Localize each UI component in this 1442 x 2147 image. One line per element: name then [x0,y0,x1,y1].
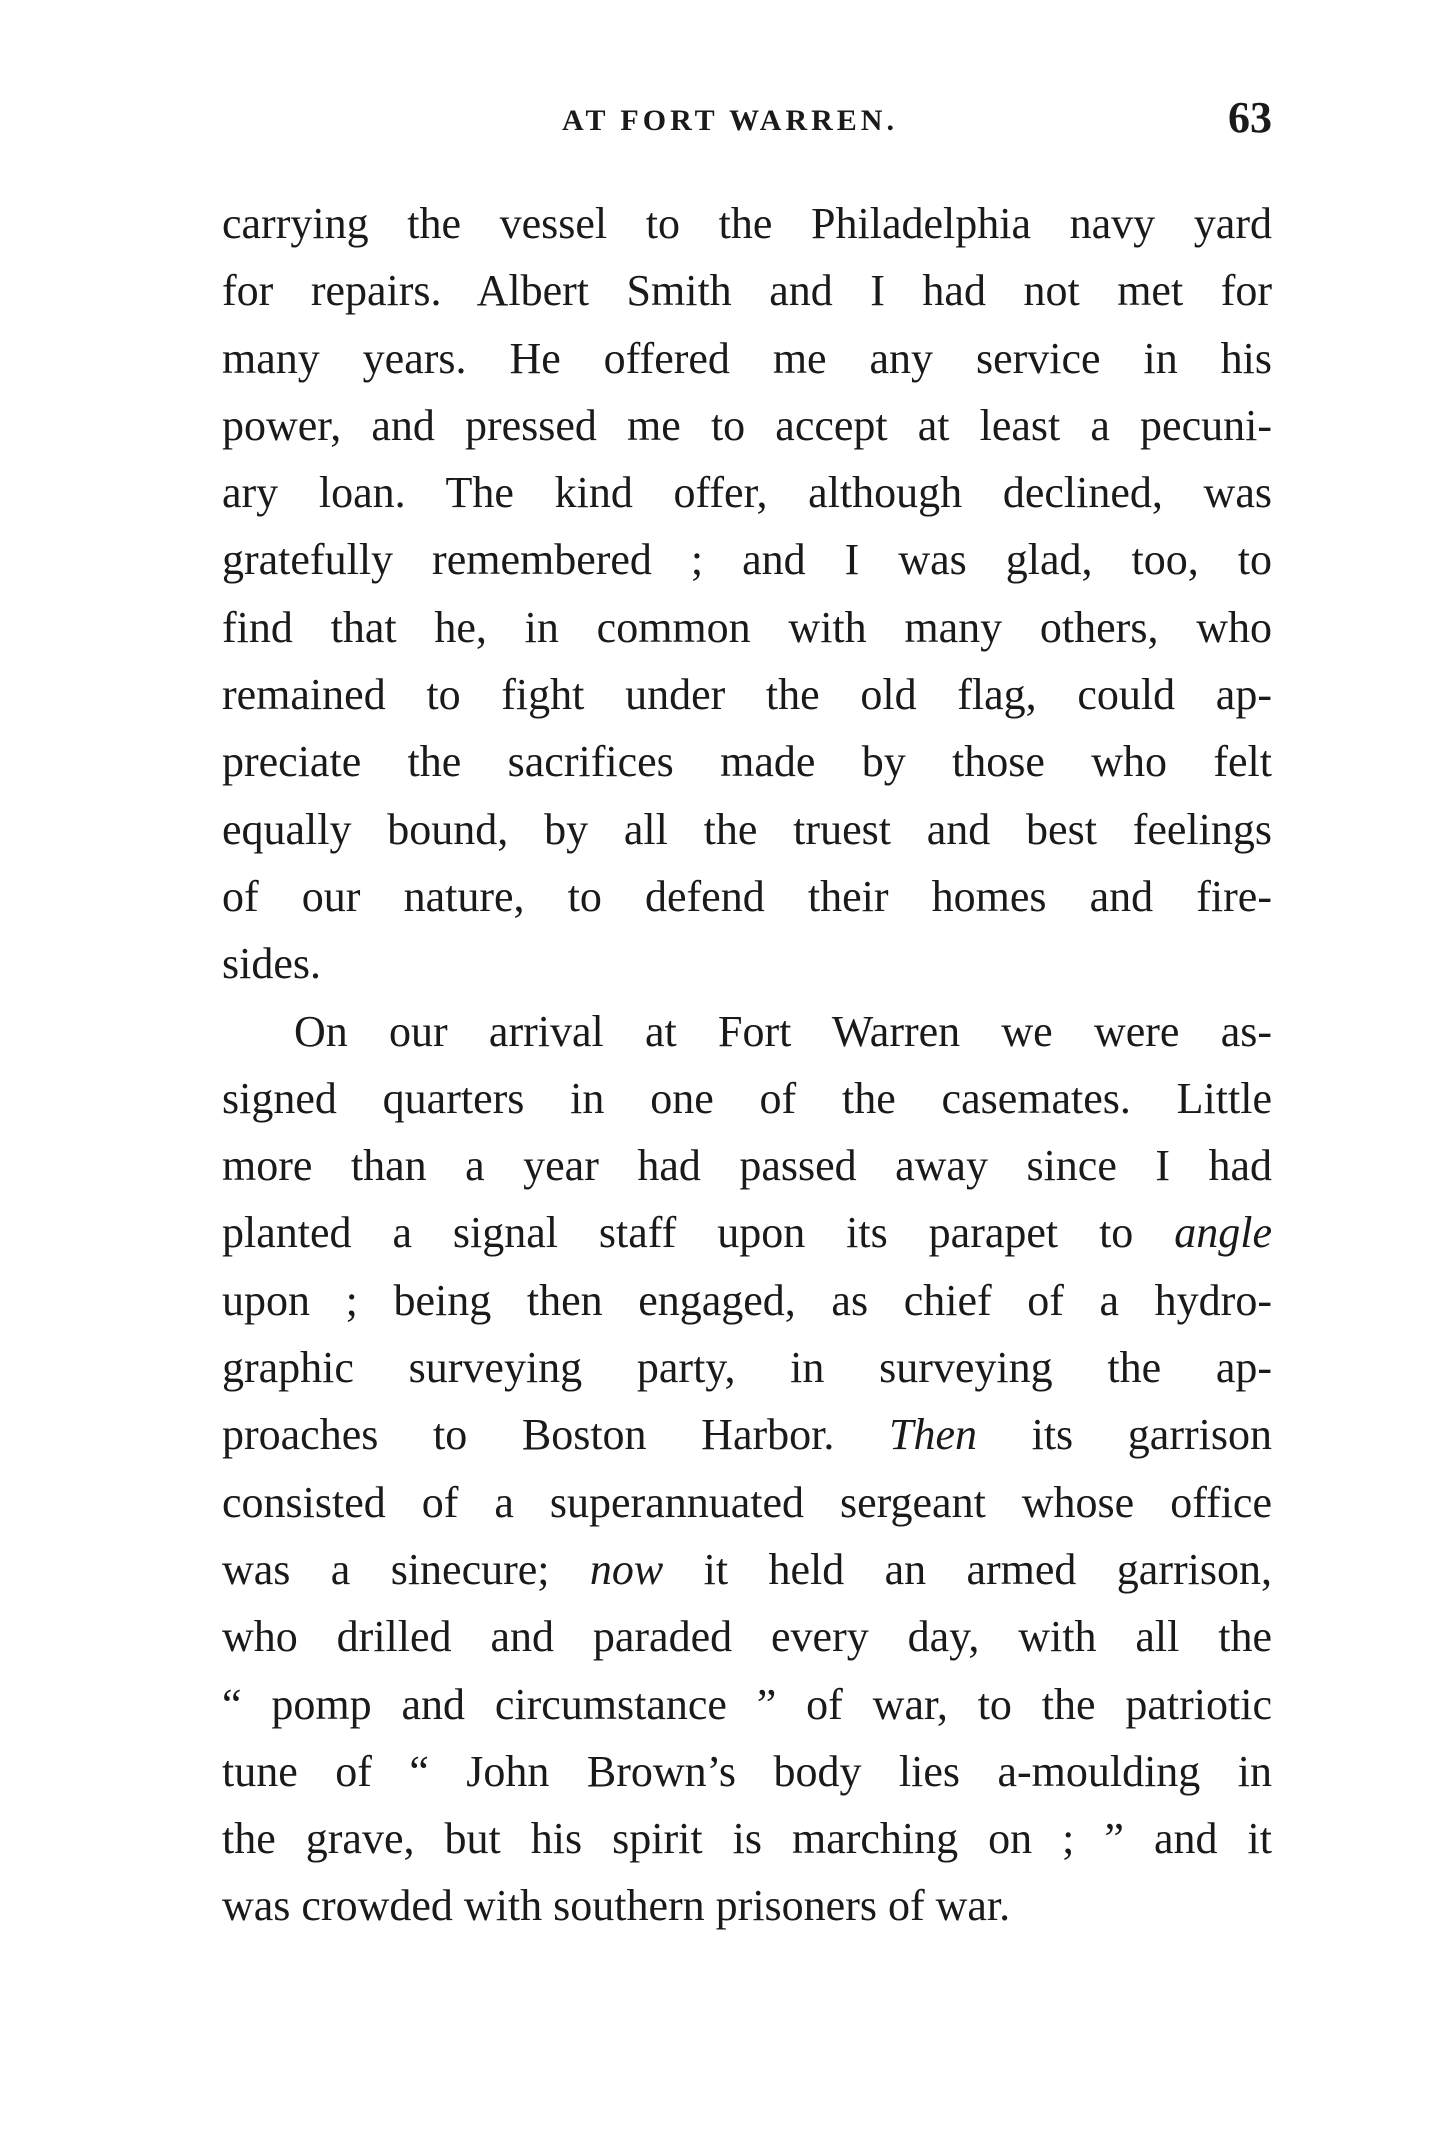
text-line: find that he, in common with many others, who [222,602,1272,652]
running-head [222,88,1272,148]
text-line: tune of “ John Brown’s body lies a-moulding in [222,1746,1272,1796]
running-title: AT FORT WARREN. [562,104,898,137]
text-line: the grave, but his spirit is marching on ; ” and it [222,1814,1272,1864]
italic-word: now [589,1544,664,1594]
text-line: upon ; being then engaged, as chief of a hydro- [222,1275,1272,1325]
line-text: it held an armed garrison, [663,1544,1272,1594]
text-line: remained to fight under the old flag, could ap- [222,670,1272,720]
text-line: “ pomp and circumstance ” of war, to the patriotic [222,1679,1272,1729]
text-line: sides. [222,939,321,989]
text-line: was crowded with southern prisoners of war. [222,1881,1011,1931]
page-number: 63 [1228,93,1272,142]
text-line: preciate the sacrifices made by those who felt [222,737,1272,787]
line-text: its garrison [976,1410,1272,1460]
text-line: for repairs. Albert Smith and I had not met for [222,266,1272,316]
text-line-with-italic [222,1401,1272,1468]
paragraph-1 [222,190,1272,998]
line-text: planted a signal staff upon its parapet to [222,1208,1175,1258]
paragraph-2 [222,998,1272,1940]
text-line: power, and pressed me to accept at least a pecuni- [222,400,1272,450]
italic-word: Then [888,1410,977,1460]
text-line: On our arrival at Fort Warren we were as- [294,1006,1272,1056]
text-line-with-italic [222,1536,1272,1603]
text-line: signed quarters in one of the casemates. Little [222,1073,1272,1123]
text-line: many years. He offered me any service in his [222,333,1272,383]
line-text: was a sinecure; [222,1544,590,1594]
text-line: equally bound, by all the truest and best feelings [222,804,1272,854]
line-text: proaches to Boston Harbor. [222,1410,889,1460]
text-line: gratefully remembered ; and I was glad, too, to [222,535,1272,585]
italic-word: angle [1174,1208,1272,1258]
text-line: who drilled and paraded every day, with all the [222,1612,1272,1662]
text-line: consisted of a superannuated sergeant whose office [222,1477,1272,1527]
text-line-with-italic [222,1199,1272,1266]
text-line: ary loan. The kind offer, although declined, was [222,468,1272,518]
text-line: carrying the vessel to the Philadelphia navy yard [222,199,1272,248]
body-text [222,190,1272,1940]
text-line: of our nature, to defend their homes and fire- [222,871,1272,921]
text-line: graphic surveying party, in surveying the ap- [222,1343,1272,1393]
text-line: more than a year had passed away since I had [222,1141,1272,1191]
